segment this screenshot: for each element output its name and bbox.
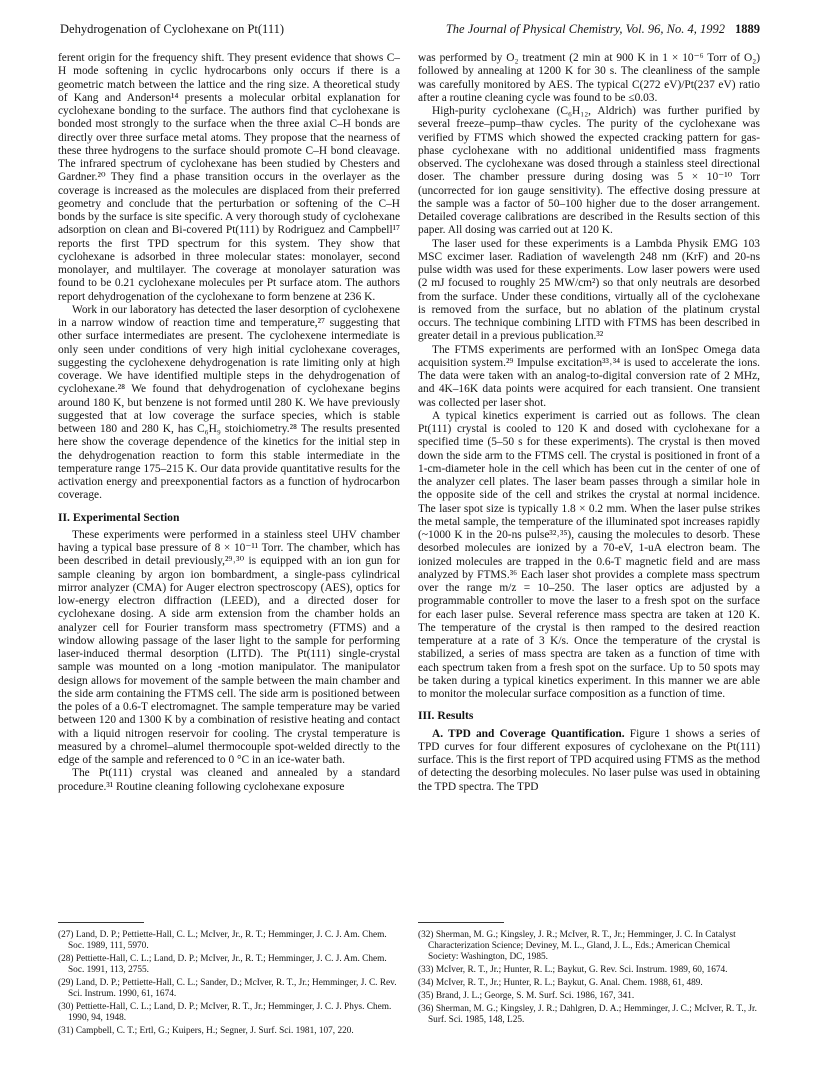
paragraph: Work in our laboratory has detected the laser desorption of cyclohexene in a narrow window of reaction time and temperature,²⁷ suggesting that other surface intermediates are present. The cyclohexene intermediate is only seen under conditions of very high initial cyclohexane coverages, suggesting the cyclohexene dehydrogenation is rate limiting only at high coverage. We have identified multiple steps in the dehydrogenation of cyclohexane.²⁸ We found that dehydrogenation of cyclohexane begins around 180 K, but benzene is not formed until 280 K. We have previously suggested that at low coverage the surface species, which is stable between 180 and 280 K, has C₆H₉ stoichiometry.²⁸ The results presented here show the coverage dependence of the kinetics for the initial step in the dehydrogenation reaction to form this stable intermediate in the temperature range 175–215 K. Our data provide quantitative results for the activation energy and preexponential factors as a function of hydrocarbon coverage. — [58, 303, 400, 502]
paragraph: These experiments were performed in a stainless steel UHV chamber having a typical base pressure of 8 × 10⁻¹¹ Torr. The chamber, which has been described in detail previously,²⁹˒³⁰ is equipped with an ion gun for sample cleaning by argon ion bombardment, a single-pass cylindrical mirror analyzer (CMA) for Auger electron spectroscopy (AES), optics for low-energy electron diffraction (LEED), and a directed doser for cyclohexane dosing. A side arm extension from the chamber holds an analyzer cell for Fourier transform mass spectrometry (FTMS) and a window allowing passage of the laser light to the sample for performing laser-induced thermal desorption (LITD). The Pt(111) single-crystal sample was mounted on a long -motion manipulator. The manipulator design allows for movement of the sample between the main chamber and the side arm containing the FTMS cell. The side arm is positioned between the poles of a 0.6-T electromagnet. The sample temperature may be varied between 120 and 1300 K by a combination of resistive heating and contact with a liquid nitrogen reservoir for cooling. The crystal temperature is measured by a chromel–alumel thermocouple spot-welded directly to the edge of the sample and referenced to 0 °C in an ice-water bath. — [58, 528, 400, 766]
section-heading-experimental: II. Experimental Section — [58, 510, 180, 524]
reference-item: (27) Land, D. P.; Pettiette-Hall, C. L.; McIver, Jr., R. T.; Hemminger, J. C. J. Am. Chem. Soc. 1989, 111, 5970. — [58, 930, 387, 951]
subsection-heading: A. TPD and Coverage Quantification. — [432, 727, 625, 740]
paragraph: ferent origin for the frequency shift. They present evidence that shows C–H mode softening in cyclic hydrocarbons only occurs if there is a geometric match between the lattice and the ring size. A theoretical study of Kang and Anderson¹⁴ presents a molecular orbital explanation for cyclohexane bonding to the surface. The authors find that cyclohexane is bonded most strongly to the surface when the three axial C–H bonds are directly over three surface metal atoms. They propose that the nearness of these three hydrogens to the surface should promote C–H bond cleavage. The infrared spectrum of cyclohexane has been studied by Chesters and Gardner.²⁰ They find a phase transition occurs in the overlayer as the coverage is increased as the molecules are displaced from their preferred geometry and conclude that the perturbation or softening of the C–H bonds by the surface is site specific. A very thorough study of cyclohexane adsorption on clean and Bi-covered Pt(111) by Rodriguez and Campbell¹⁷ reports the first TPD spectrum for this system. They show that cyclohexane is adsorbed in three molecular states: monolayer, second monolayer, and multilayer. The coverage at monolayer saturation was found to be 0.21 cyclohexane molecules per Pt surface atom. The authors report dehydrogenation of the cyclohexane to form benzene at 236 K. — [58, 52, 400, 303]
journal-name: The Journal of Physical Chemistry, Vol. 96, No. 4, 1992 — [445, 22, 725, 36]
paragraph: was performed by O₂ treatment (2 min at 900 K in 1 × 10⁻⁶ Torr of O₂) followed by annealing at 1200 K for 30 s. The cleanliness of the sample was carefully monitored by AES. The typical C(272 eV)/Pt(237 eV) ratio after a routine cleaning cycle was found to be ≤0.03. — [418, 52, 760, 104]
reference-item: (31) Campbell, C. T.; Ertl, G.; Kuipers, H.; Segner, J. Surf. Sci. 1981, 107, 220. — [58, 1026, 354, 1036]
page-number: 1889 — [735, 22, 760, 36]
right-column — [418, 52, 760, 794]
journal-citation — [446, 22, 760, 37]
references-left — [58, 930, 400, 1039]
reference-item: (34) McIver, R. T., Jr.; Hunter, R. L.; Baykut, G. Anal. Chem. 1988, 61, 489. — [418, 978, 703, 988]
references-right — [418, 930, 760, 1028]
paragraph: The FTMS experiments are performed with an IonSpec Omega data acquisition system.²⁹ Impulse excitation³³˒³⁴ is used to accelerate the ions. The data were taken with an analog-to-digital conversion rate of 2 MHz, and 4K–16K data points were acquired for each transient. One transient was collected per laser shot. — [418, 343, 760, 409]
section-heading-results: III. Results — [418, 709, 474, 723]
paragraph: A typical kinetics experiment is carried out as follows. The clean Pt(111) crystal is cooled to 120 K and dosed with cyclohexane for a specified time (5–50 s for these experiments). The crystal is then moved down the side arm to the FTMS cell. The crystal is positioned in front of a 1-cm-diameter hole in the cell which has been cut in the center of one of the analyzer cell plates. The laser beam passes through a similar hole in the opposite side of the cell and strikes the crystal at normal incidence. The laser spot size is typically 1.8 × 0.2 mm. When the laser pulse strikes the metal sample, the temperature of the illuminated spot increases rapidly (~1000 K in the 20-ns pulse³²˒³⁵), causing the molecules to desorb. These desorbed molecules are ionized by a 70-eV, 1-uA electron beam. The ionized molecules are trapped in the 0.6-T magnetic field and are mass analyzed by FTMS.³⁶ Each laser shot provides a complete mass spectrum over the range m/z = 10–250. The laser optics are adjusted by a programmable controller to move the laser to a fresh spot on the surface for each laser pulse. Several reference mass spectra are taken at 120 K. The temperature of the crystal is then ramped to the desired reaction temperature at a rate of 3 K/s. Once the temperature of the crystal is stabilized, a series of mass spectra are taken as a function of time with each spectrum taken from a fresh spot on the surface. Up to 50 spots may be taken during a typical kinetics experiment. In this manner we are able to monitor the molecular surface composition as a function of time. — [418, 409, 760, 700]
left-column — [58, 52, 400, 794]
reference-item: (35) Brand, J. L.; George, S. M. Surf. Sci. 1986, 167, 341. — [418, 991, 635, 1001]
paragraph: The Pt(111) crystal was cleaned and annealed by a standard procedure.³¹ Routine cleaning following cyclohexane exposure — [58, 767, 400, 793]
page-header — [60, 22, 760, 38]
paragraph-text: Figure 1 shows a series of TPD curves for four different exposures of cyclohexane on the Pt(111) surface. This is the first report of TPD acquired using FTMS as the method of detecting the desorbing molecules. No laser pulse was used in obtaining the TPD spectra. The TPD — [418, 727, 760, 793]
reference-item: (32) Sherman, M. G.; Kingsley, J. R.; McIver, R. T., Jr.; Hemminger, J. C. In Catalyst Characterization Science; Deviney, M. L., Gland, J. L., Eds.; American Chemical Society: Washington, DC, 1985. — [418, 930, 736, 962]
paragraph: The laser used for these experiments is a Lambda Physik EMG 103 MSC excimer laser. Radiation of wavelength 248 nm (KrF) and 20-ns pulse width was used for these experiments. Low laser powers were used (2 mJ focused to roughly 25 MW/cm²) so that only neutrals are desorbed from the surface. Under these conditions, virtually all of the cyclohexane is removed from the surface, but no ablation of the platinum crystal occurs. The technique combining LITD with FTMS has been described in greater detail in a previous publication.³² — [418, 237, 760, 343]
reference-item: (28) Pettiette-Hall, C. L.; Land, D. P.; McIver, Jr., R. T.; Hemminger, J. C. J. Am. Chem. Soc. 1991, 113, 2755. — [58, 954, 387, 975]
running-title: Dehydrogenation of Cyclohexane on Pt(111) — [60, 22, 285, 36]
footnote-rule — [418, 922, 504, 923]
reference-item: (33) McIver, R. T., Jr.; Hunter, R. L.; Baykut, G. Rev. Sci. Instrum. 1989, 60, 1674. — [418, 965, 728, 975]
reference-item: (30) Pettiette-Hall, C. L.; Land, D. P.; McIver, R. T., Jr.; Hemminger, J. C. J. Phys. Chem. 1990, 94, 1948. — [58, 1002, 392, 1023]
footnote-rule — [58, 922, 144, 923]
paragraph — [418, 728, 760, 794]
reference-item: (36) Sherman, M. G.; Kingsley, J. R.; Dahlgren, D. A.; Hemminger, J. C.; McIver, R. T., Jr. Surf. Sci. 1985, 148, L25. — [418, 1004, 757, 1025]
reference-item: (29) Land, D. P.; Pettiette-Hall, C. L.; Sander, D.; McIver, R. T., Jr.; Hemminger, J. C. Rev. Sci. Instrum. 1990, 61, 1674. — [58, 978, 397, 999]
paragraph: High-purity cyclohexane (C₆H₁₂, Aldrich) was further purified by several freeze–pump–thaw cycles. The purity of the cyclohexane was verified by FTMS which showed the expected cracking pattern for gas-phase cyclohexane with no additional unidentified mass fragments observed. The cyclohexane was dosed through a stainless steel directional doser. The chamber pressure during dosing was 5 × 10⁻¹⁰ Torr (uncorrected for ion gauge sensitivity). The effective dosing pressure at the sample was a factor of 50–100 higher due to the doser arrangement. Detailed coverage calibrations are described in the Results section of this paper. All dosing was carried out at 120 K. — [418, 105, 760, 237]
